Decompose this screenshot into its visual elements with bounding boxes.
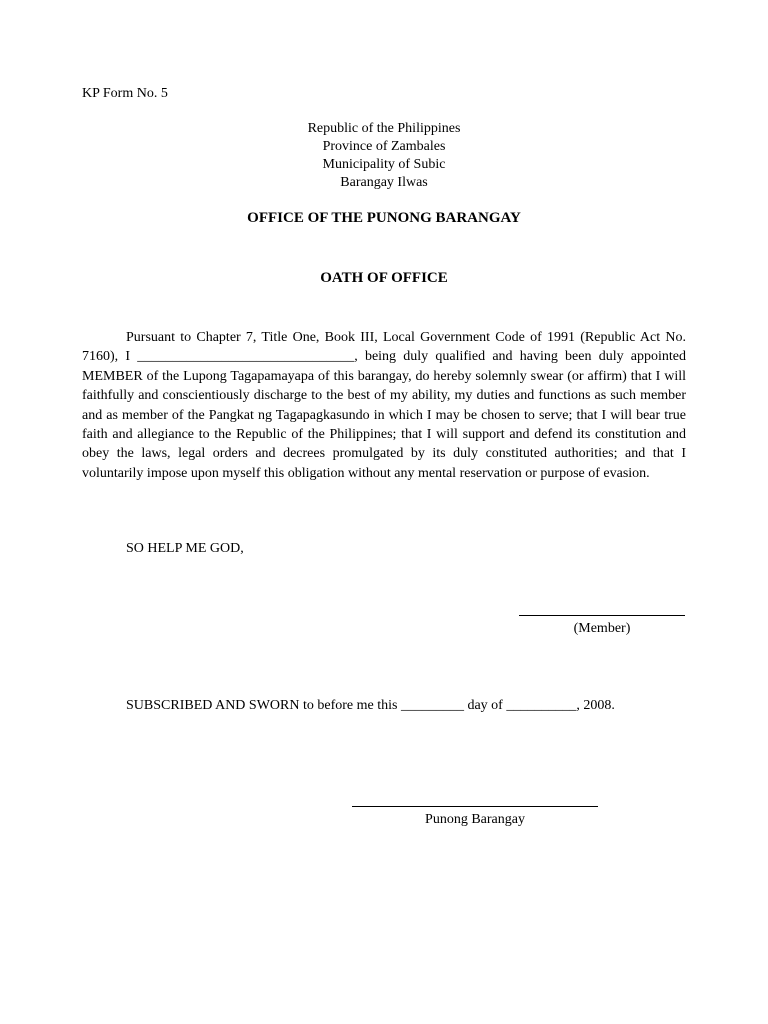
letterhead-republic: Republic of the Philippines [307,121,461,136]
punong-barangay-signature-line [352,792,598,807]
oath-paragraph [82,328,686,483]
letterhead-municipality: Municipality of Subic [322,157,446,172]
punong-barangay-signature-label: Punong Barangay [425,812,525,827]
oath-paragraph-text: Pursuant to Chapter 7, Title One, Book III, Local Government Code of 1991 (Republic Act No. 7160), I _______________________________, being duly qualified and having been duly appointed MEMBER of the Lupong Tagapamayapa of this barangay, do hereby solemnly swear (or affirm) that I will faithfully and conscientiously discharge to the best of my ability, my duties and functions as such member and as member of the Pangkat ng Tagapagkasundo in which I may be chosen to serve; that I will bear true faith and allegiance to the Republic of the Philippines; that I will support and defend its constitution and obey the laws, legal orders and decrees promulgated by its duly constituted authorities; and that I voluntarily impose upon myself this obligation without any mental reservation or purpose of evasion. [82,330,686,481]
document-title: OATH OF OFFICE [320,270,448,286]
member-signature-label: (Member) [573,621,631,636]
office-title: OFFICE OF THE PUNONG BARANGAY [247,210,521,226]
member-signature-block [519,603,685,638]
letterhead [0,120,768,192]
subscribed-paragraph [82,696,686,716]
member-signature-line [519,603,685,616]
letterhead-barangay: Barangay Ilwas [340,175,428,190]
form-number: KP Form No. 5 [82,86,168,101]
punong-barangay-signature-block [352,792,598,829]
closing-phrase: SO HELP ME GOD, [126,541,244,556]
letterhead-province: Province of Zambales [322,139,446,154]
subscribed-paragraph-text: SUBSCRIBED AND SWORN to before me this _________ day of __________, 2008. [126,698,615,713]
